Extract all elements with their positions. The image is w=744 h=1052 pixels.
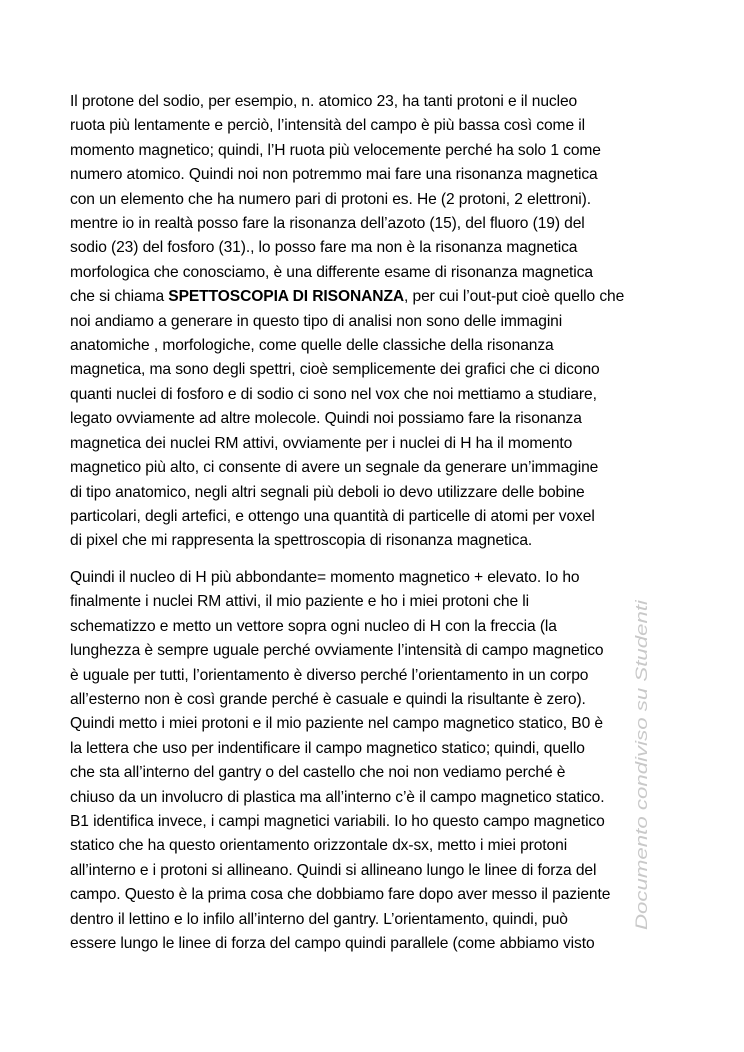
text-line: morfologica che conosciamo, è una differente esame di risonanza magnetica [70,263,593,281]
text-line: che sta all’interno del gantry o del castello che noi non vediamo perché è [70,764,566,782]
text-line: mentre io in realtà posso fare la risonanza dell’azoto (15), del fluoro (19) del [70,215,585,233]
text-line: ruota più lentamente e perciò, l’intensità del campo è più bassa così come il [70,117,585,135]
text-line: quanti nuclei di fosforo e di sodio ci sono nel vox che noi mettiamo a studiare, [70,385,597,403]
line-text-before-bold: che si chiama [70,288,169,306]
text-line: di pixel che mi rappresenta la spettroscopia di risonanza magnetica. [70,532,533,550]
text-line: campo. Questo è la prima cosa che dobbiamo fare dopo aver messo il paziente [70,886,611,904]
text-line: sodio (23) del fosforo (31)., lo posso fare ma non è la risonanza magnetica [70,239,578,257]
paragraph-1 [70,90,680,554]
text-line: finalmente i nuclei RM attivi, il mio paziente e ho i miei protoni che li [70,593,529,611]
text-line: magnetica, ma sono degli spettri, cioè semplicemente dei grafici che ci dicono [70,361,600,379]
text-line: Quindi metto i miei protoni e il mio paziente nel campo magnetico statico, B0 è [70,715,603,733]
text-line: magnetico più alto, ci consente di avere un segnale da generare un’immagine [70,459,599,477]
text-line: all’interno e i protoni si allineano. Quindi si allineano lungo le linee di forza del [70,861,597,879]
bold-term: SPETTOSCOPIA DI RISONANZA [168,288,405,306]
text-line: Il protone del sodio, per esempio, n. atomico 23, ha tanti protoni e il nucleo [70,93,578,110]
text-line: schematizzo e metto un vettore sopra ogni nucleo di H con la freccia (la [70,617,557,635]
text-line: statico che ha questo orientamento orizzontale dx-sx, metto i miei protoni [70,837,568,855]
text-line: chiuso da un involucro di plastica ma all’interno c’è il campo magnetico statico. [70,788,605,806]
text-line: Quindi il nucleo di H più abbondante= momento magnetico + elevato. Io ho [70,569,580,586]
text-line: particolari, degli artefici, e ottengo una quantità di particelle di atomi per voxel [70,507,595,525]
text-line: noi andiamo a generare in questo tipo di analisi non sono delle immagini [70,312,563,330]
text-line: essere lungo le linee di forza del campo quindi parallele (come abbiamo visto [70,935,595,953]
text-line: la lettera che uso per indentificare il campo magnetico statico; quindi, quello [70,739,585,757]
text-line: lunghezza è sempre uguale perché ovviamente l’intensità di campo magnetico [70,642,604,660]
text-line: di tipo anatomico, negli altri segnali più deboli io devo utilizzare delle bobine [70,483,585,501]
text-line: B1 identifica invece, i campi magnetici variabili. Io ho questo campo magnetico [70,813,605,831]
text-line: è uguale per tutti, l’orientamento è diverso perché l’orientamento in un corpo [70,666,589,684]
text-line: anatomiche , morfologiche, come quelle delle classiche della risonanza [70,337,554,355]
text-line: dentro il lettino e lo infilo all’interno del gantry. L’orientamento, quindi, può [70,910,568,928]
text-line: momento magnetico; quindi, l’H ruota più velocemente perché ha solo 1 come [70,141,601,159]
text-line: con un elemento che ha numero pari di protoni es. He (2 protoni, 2 elettroni). [70,190,591,208]
text-line: magnetica dei nuclei RM attivi, ovviamente per i nuclei di H ha il momento [70,434,573,452]
paragraph-2 [70,566,680,957]
text-line: all’esterno non è così grande perché è casuale e quindi la risultante è zero). [70,691,586,709]
text-line [70,285,680,309]
line-text-after-bold: , per cui l’out-put cioè quello che [404,288,625,306]
text-line: legato ovviamente ad altre molecole. Quindi noi possiamo fare la risonanza [70,410,582,428]
text-line: numero atomico. Quindi noi non potremmo mai fare una risonanza magnetica [70,166,598,184]
watermark-text: Documento condiviso su Studenti [632,677,651,930]
